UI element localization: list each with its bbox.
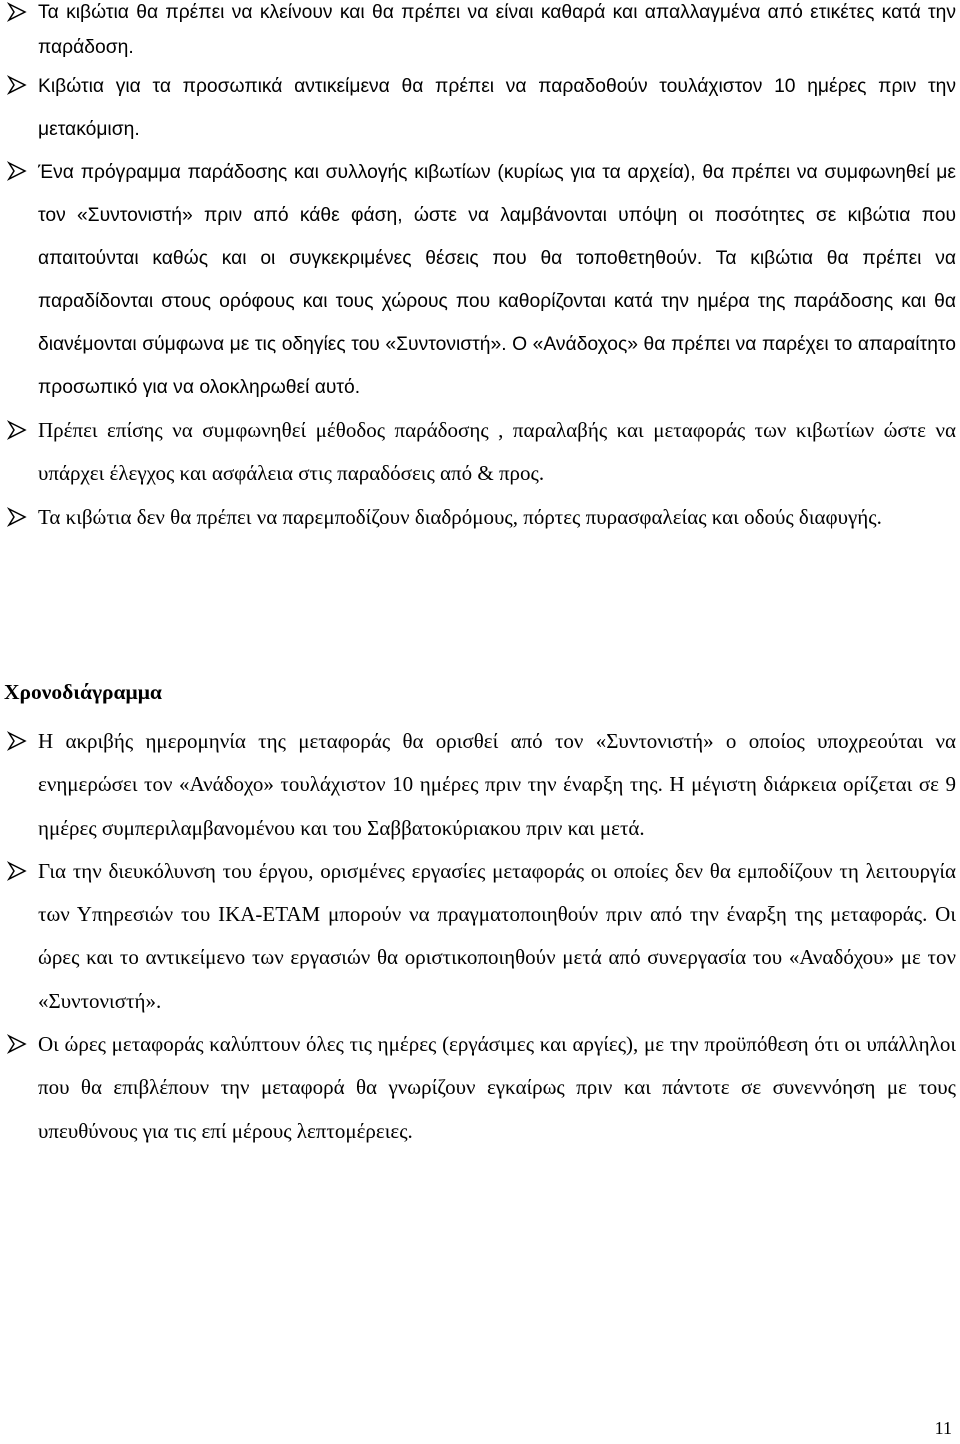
list-item xyxy=(0,720,960,850)
arrowhead-bullet-icon xyxy=(7,1034,27,1054)
list-item xyxy=(0,496,960,539)
list-item-text: Τα κιβώτια δεν θα πρέπει να παρεμποδίζουν διαδρόμους, πόρτες πυρασφαλείας και οδούς διαφυγής. xyxy=(38,504,882,529)
arrowhead-bullet-icon xyxy=(7,861,27,881)
schedule-list xyxy=(0,720,960,1153)
arrowhead-bullet-icon xyxy=(7,420,27,440)
list-item xyxy=(0,0,960,65)
arrowhead-bullet-icon xyxy=(7,2,27,22)
arrowhead-bullet-icon xyxy=(7,161,27,181)
list-item xyxy=(0,850,960,1023)
list-item xyxy=(0,151,960,409)
section-heading: Χρονοδιάγραμμα xyxy=(4,680,162,704)
arrowhead-bullet-icon xyxy=(7,507,27,527)
list-item-text: Κιβώτια για τα προσωπικά αντικείμενα θα πρέπει να παραδοθούν τουλάχιστον 10 ημέρες πριν την μετακόμιση. xyxy=(38,76,956,140)
list-item-text: Πρέπει επίσης να συμφωνηθεί μέθοδος παράδοσης , παραλαβής και μεταφοράς των κιβωτίων ώστε να υπάρχει έλεγχος και ασφάλεια στις παραδόσεις από & προς. xyxy=(38,418,956,486)
list-item-text: Για την διευκόλυνση του έργου, ορισμένες εργασίες μεταφοράς οι οποίες δεν θα εμποδίζουν τη λειτουργία των Υπηρεσιών του ΙΚΑ-ΕΤΑΜ μπορούν να πραγματοποιηθούν πριν από την έναρξη της μεταφοράς. Οι ώρες και το αντικείμενο των εργασιών θα οριστικοποιηθούν μετά από συνεργασία του «Αναδόχου» με τον «Συντονιστή». xyxy=(38,858,956,1013)
list-item xyxy=(0,1023,960,1153)
list-item xyxy=(0,65,960,151)
list-item xyxy=(0,409,960,496)
arrowhead-bullet-icon xyxy=(7,731,27,751)
requirements-list xyxy=(0,0,960,539)
list-item-text: Ένα πρόγραμμα παράδοσης και συλλογής κιβωτίων (κυρίως για τα αρχεία), θα πρέπει να συμφωνηθεί με τον «Συντονιστή» πριν από κάθε φάση, ώστε να λαμβάνονται υπόψη οι ποσότητες σε κιβώτια που απαιτούνται καθώς και οι συγκεκριμένες θέσεις που θα τοποθετηθούν. Τα κιβώτια θα πρέπει να παραδίδονται στους ορόφους και τους χώρους που καθορίζονται κατά την ημέρα της παράδοσης και θα διανέμονται σύμφωνα με τις οδηγίες του «Συντονιστή». Ο «Ανάδοχος» θα πρέπει να παρέχει το απαραίτητο προσωπικό για να ολοκληρωθεί αυτό. xyxy=(38,162,956,398)
list-item-text: Οι ώρες μεταφοράς καλύπτουν όλες τις ημέρες (εργάσιμες και αργίες), με την προϋπόθεση ότι οι υπάλληλοι που θα επιβλέπουν την μεταφορά θα γνωρίζουν εγκαίρως πριν και πάντοτε σε συνεννόηση με τους υπευθύνους για τις επί μέρους λεπτομέρειες. xyxy=(38,1032,956,1143)
page-number: 11 xyxy=(934,1418,952,1438)
list-item-text: Η ακριβής ημερομηνία της μεταφοράς θα ορισθεί από τον «Συντονιστή» ο οποίος υποχρεούται να ενημερώσει τον «Ανάδοχο» τουλάχιστον 10 ημέρες πριν την έναρξη της. Η μέγιστη διάρκεια ορίζεται σε 9 ημέρες συμπεριλαμβανομένου και του Σαββατοκύριακου πριν και μετά. xyxy=(38,729,956,840)
list-item-text: Τα κιβώτια θα πρέπει να κλείνουν και θα πρέπει να είναι καθαρά και απαλλαγμένα από ετικέτες κατά την παράδοση. xyxy=(38,2,956,58)
arrowhead-bullet-icon xyxy=(7,75,27,95)
